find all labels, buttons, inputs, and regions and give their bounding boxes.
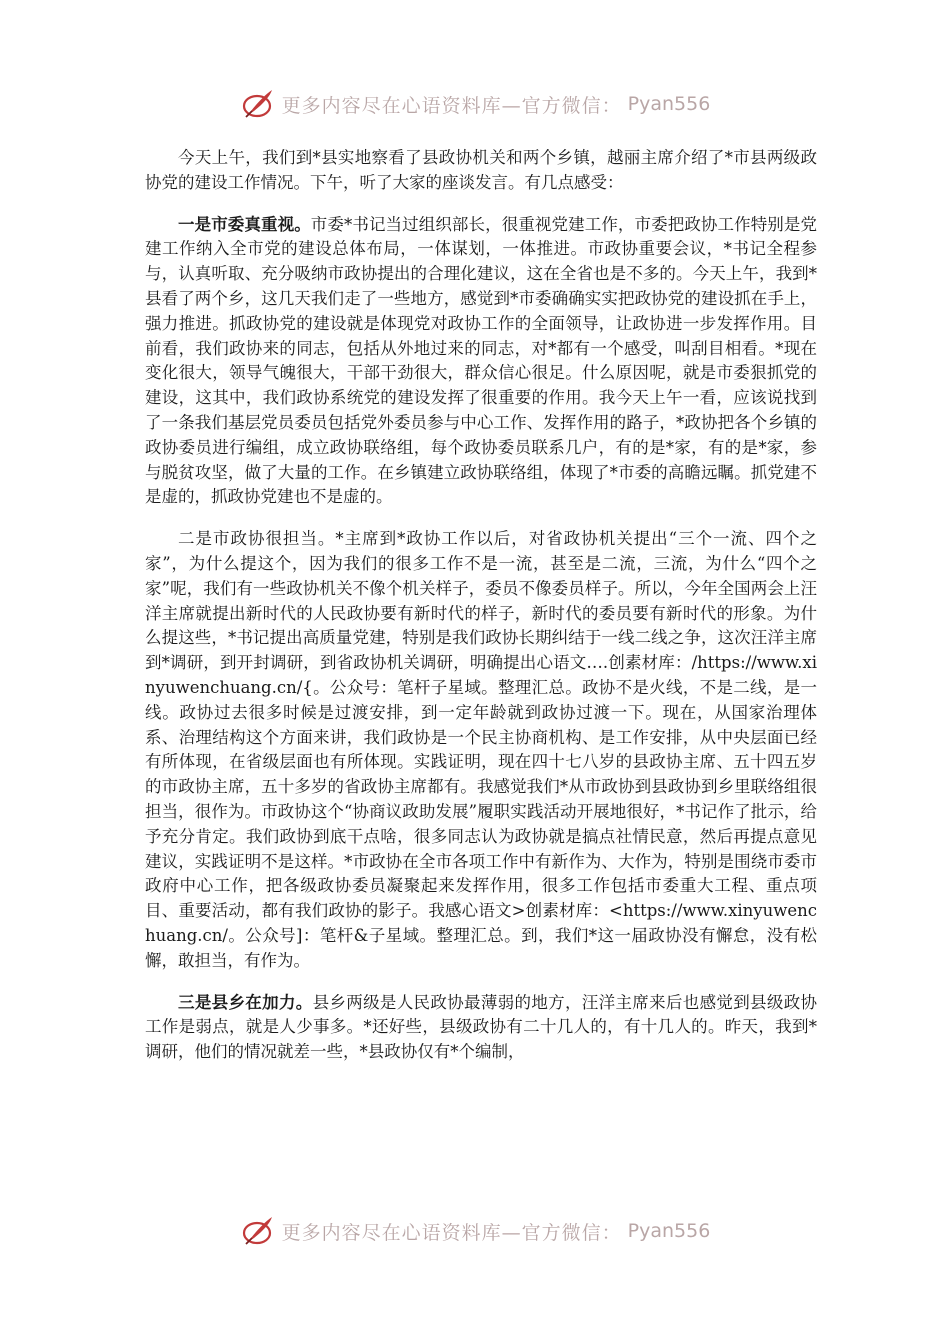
quill-pen-icon [240, 87, 276, 121]
paragraph-text: 市委*书记当过组织部长，很重视党建工作，市委把政协工作特别是党建工作纳入全市党的建设总体布局，一体谋划，一体推进。市政协重要会议，*书记全程参与，认真听取、充分吸纳市政协提出的合理化建议，这在全省也是不多的。今天上午，我到*县看了两个乡，这几天我们走了一些地方，感觉到*市委确确实实把政协党的建设抓在手上，强力推进。抓政协党的建设就是体现党对政协工作的全面领导，让政协进一步发挥作用。目前看，我们政协来的同志，包括从外地过来的同志，对*都有一个感受，叫刮目相看。*现在变化很大，领导气魄很大，干部干劲很大，群众信心很足。什么原因呢，就是市委狠抓党的建设，这其中，我们政协系统党的建设发挥了很重要的作用。我今天上午一看，应该说找到了一条我们基层党员委员包括党外委员参与中心工作、发挥作用的路子，*政协把各个乡镇的政协委员进行编组，成立政协联络组，每个政协委员联系几户，有的是*家，有的是*家，参与脱贫攻坚，做了大量的工作。在乡镇建立政协联络组，体现了*市委的高瞻远瞩。抓党建不是虚的，抓政协党建也不是虚的。 [145, 214, 818, 507]
banner-wechat-id: Pyan556 [627, 1220, 711, 1242]
footer-banner [0, 1211, 950, 1251]
paragraph-lead: 一是市委真重视。 [178, 214, 311, 234]
banner-text: 更多内容尽在心语资料库—官方微信： [281, 1221, 622, 1244]
banner-text: 更多内容尽在心语资料库—官方微信： [281, 94, 622, 117]
header-banner [0, 84, 950, 124]
document-body [145, 146, 817, 1082]
paragraph-text: 二是市政协很担当。*主席到*政协工作以后，对省政协机关提出“三个一流、四个之家”，为什么提这个，因为我们的很多工作不是一流，甚至是二流，三流，为什么“四个之家”呢，我们有一些政协机关不像个机关样子，委员不像委员样子。所以，今年全国两会上汪洋主席就提出新时代的人民政协要有新时代的样子，新时代的委员要有新时代的形象。为什么提这些，*书记提出高质量党建，特别是我们政协长期纠结于一线二线之争，这次汪洋主席到*调研，到开封调研，到省政协机关调研，明确提出心语文….创素材库：/https://www.xinyuwenchuang.cn/{。公众号：笔杆子星域。整理汇总。政协不是火线，不是二线，是一线。政协过去很多时候是过渡安排，到一定年龄就到政协过渡一下。现在，从国家治理体系、治理结构这个方面来讲，我们政协是一个民主协商机构、是工作安排，从中央层面已经有所体现，在省级层面也有所体现。实践证明，现在四十七八岁的县政协主席、五十四五岁的市政协主席，五十多岁的省政协主席都有。我感觉我们*从市政协到县政协到乡里联络组很担当，很作为。市政协这个“协商议政助发展”履职实践活动开展地很好，*书记作了批示，给予充分肯定。我们政协到底干点啥，很多同志认为政协就是搞点社情民意，然后再提点意见建议，实践证明不是这样。*市政协在全市各项工作中有新作为、大作为，特别是围绕市委市政府中心工作，把各级政协委员凝聚起来发挥作用，很多工作包括市委重大工程、重点项目、重要活动，都有我们政协的影子。我感心语文>创素材库：<https://www.xinyuwenchuang.cn/。公众号]：笔杆&子星域。整理汇总。到，我们*这一届政协没有懈怠，没有松懈，敢担当，有作为。 [145, 529, 817, 970]
paragraph-3 [145, 527, 817, 973]
banner-wechat-id: Pyan556 [627, 93, 711, 115]
paragraph-2 [145, 213, 817, 511]
paragraph-1 [145, 146, 817, 196]
paragraph-4 [145, 991, 817, 1065]
paragraph-text: 县乡两级是人民政协最薄弱的地方，汪洋主席来后也感觉到县级政协工作是弱点，就是人少事多。*还好些，县级政协有二十几人的，有十几人的。昨天，我到*调研，他们的情况就差一些，*县政协仅有*个编制， [145, 992, 818, 1062]
paragraph-text: 今天上午，我们到*县实地察看了县政协机关和两个乡镇，越丽主席介绍了*市县两级政协党的建设工作情况。下午，听了大家的座谈发言。有几点感受： [145, 148, 817, 192]
quill-pen-icon [240, 1214, 276, 1248]
paragraph-lead: 三是县乡在加力。 [178, 992, 313, 1012]
